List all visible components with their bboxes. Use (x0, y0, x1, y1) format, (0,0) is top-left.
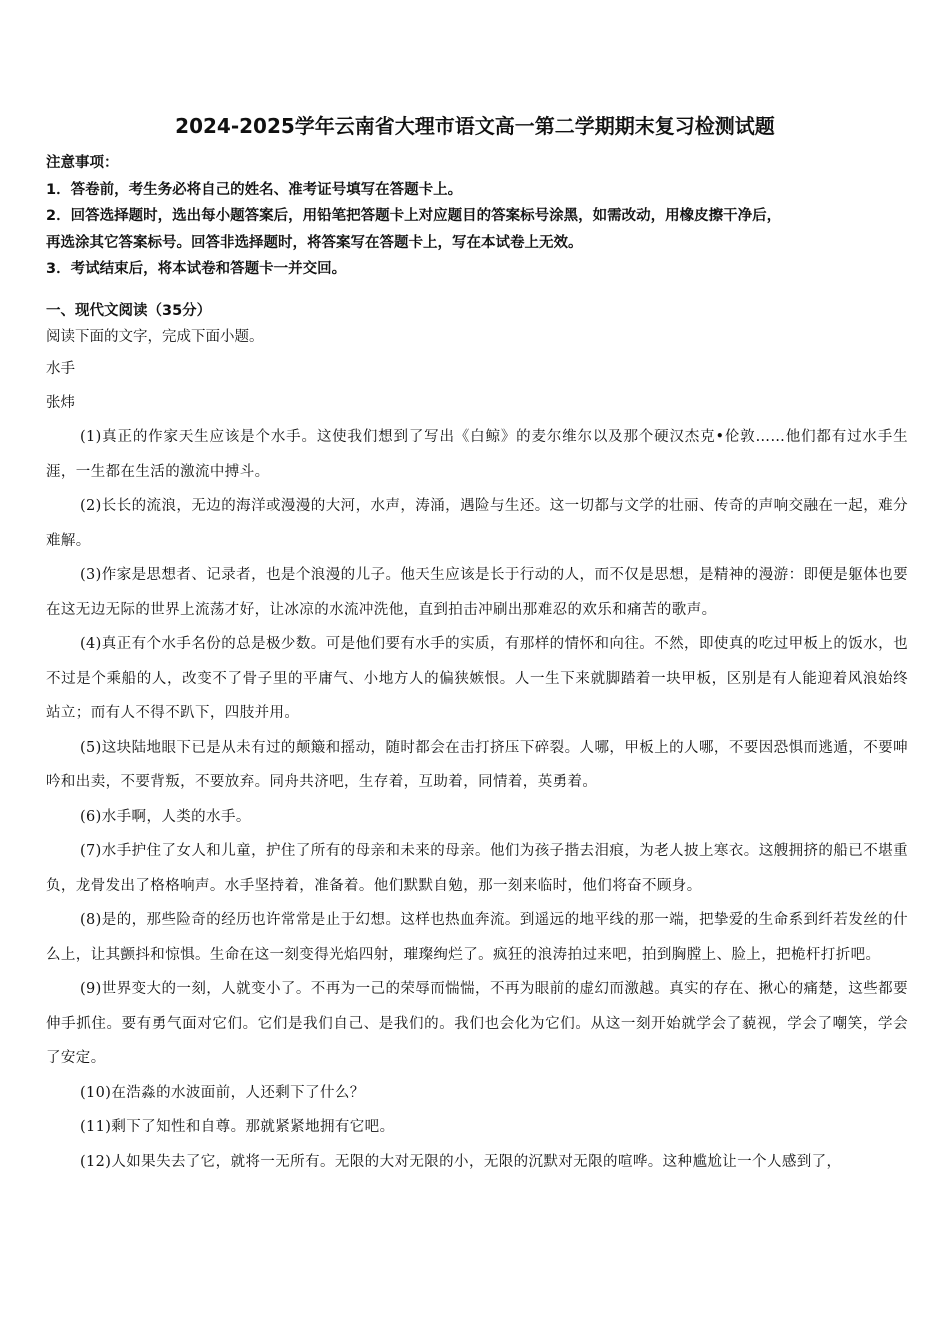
article-title: 水手 (46, 361, 75, 377)
paragraph: (6)水手啊，人类的水手。 (80, 808, 251, 825)
notice-item: 再选涂其它答案标号。回答非选择题时，将答案写在答题卡上，写在本试卷上无效。 (46, 234, 583, 251)
notice-item: 3．考试结束后，将本试卷和答题卡一并交回。 (46, 261, 347, 277)
article-body (46, 420, 908, 1179)
paragraph: (5)这块陆地眼下已是从未有过的颠簸和摇动，随时都会在击打挤压下碎裂。人哪，甲板上的人哪，不要因恐惧而逃遁，不要呻吟和出卖，不要背叛，不要放弃。同舟共济吧，生存着，互助着，同情着，英勇着。 (46, 739, 908, 790)
paragraph: (3)作家是思想者、记录者，也是个浪漫的儿子。他天生应该是长于行动的人，而不仅是思想，是精神的漫游：即便是躯体也要在这无边无际的世界上流荡才好，让冰凉的水流冲洗他，直到拍击冲刷出那难忍的欢乐和痛苦的歌声。 (46, 567, 908, 618)
paragraph: (9)世界变大的一刻，人就变小了。不再为一己的荣辱而惴惴，不再为眼前的虚幻而激越。真实的存在、揪心的痛楚，这些都要伸手抓住。要有勇气面对它们。它们是我们自己、是我们的。我们也会化为它们。从这一刻开始就学会了藐视，学会了嘲笑，学会了安定。 (46, 981, 908, 1066)
notice-heading: 注意事项： (46, 155, 119, 171)
paragraph: (4)真正有个水手名份的总是极少数。可是他们要有水手的实质，有那样的情怀和向往。不然，即使真的吃过甲板上的饭水，也不过是个乘船的人，改变不了骨子里的平庸气、小地方人的偏狭嫉恨。人一生下来就脚踏着一块甲板，区别是有人能迎着风浪始终站立；而有人不得不趴下，四肢并用。 (46, 636, 908, 721)
paragraph: (1)真正的作家天生应该是个水手。这使我们想到了写出《白鲸》的麦尔维尔以及那个硬汉杰克•伦敦……他们都有过水手生涯，一生都在生活的激流中搏斗。 (46, 429, 908, 480)
paragraph: (7)水手护住了女人和儿童，护住了所有的母亲和未来的母亲。他们为孩子揩去泪痕，为老人披上寒衣。这艘拥挤的船已不堪重负，龙骨发出了格格响声。水手坚持着，准备着。他们默默自勉，那一刻来临时，他们将奋不顾身。 (46, 843, 908, 894)
paragraph: (11)剩下了知性和自尊。那就紧紧地拥有它吧。 (80, 1119, 395, 1135)
notice-block (46, 150, 916, 283)
article-author: 张炜 (46, 395, 75, 411)
paragraph: (8)是的，那些险奇的经历也许常常是止于幻想。这样也热血奔流。到遥远的地平线的那一端，把挚爱的生命系到纤若发丝的什么上，让其颤抖和惊惧。生命在这一刻变得光焰四射，璀璨绚烂了。疯狂的浪涛拍过来吧，拍到胸膛上、脸上，把桅杆打折吧。 (46, 912, 908, 963)
paragraph: (10)在浩淼的水波面前，人还剩下了什么？ (80, 1084, 365, 1101)
paragraph: (2)长长的流浪，无边的海洋或漫漫的大河，水声，涛涌，遇险与生还。这一切都与文学的壮丽、传奇的声响交融在一起，难分难解。 (46, 498, 908, 549)
notice-item: 2．回答选择题时，选出每小题答案后，用铅笔把答题卡上对应题目的答案标号涂黑，如需改动，用橡皮擦干净后， (46, 208, 782, 224)
section-instruction: 阅读下面的文字，完成下面小题。 (46, 329, 264, 345)
page-title: 2024-2025学年云南省大理市语文高一第二学期期末复习检测试题 (175, 114, 775, 138)
section-heading: 一、现代文阅读（35分） (46, 303, 212, 319)
notice-item: 1．答卷前，考生务必将自己的姓名、准考证号填写在答题卡上。 (46, 181, 463, 198)
paragraph: (12)人如果失去了它，就将一无所有。无限的大对无限的小，无限的沉默对无限的喧哗。这种尴尬让一个人感到了， (80, 1153, 842, 1170)
